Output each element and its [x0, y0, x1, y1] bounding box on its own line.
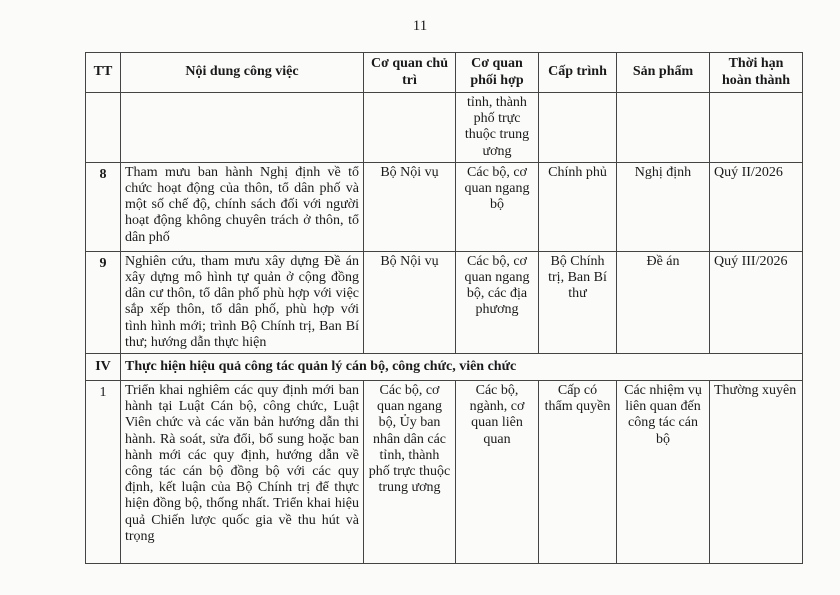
header-lead: Cơ quan chủ trì [364, 53, 456, 93]
cell-content: Tham mưu ban hành Nghị định về tổ chức hoạt động của thôn, tổ dân phố và một số chế độ, chính sách đối với người hoạt động không chuyên trách ở thôn, tổ dân phố [121, 162, 364, 251]
table-row [86, 381, 803, 564]
page-number: 11 [412, 18, 428, 34]
cell-lead: Bộ Nội vụ [364, 162, 456, 251]
cell-submit: Cấp có thẩm quyền [539, 381, 617, 564]
cell-deadline [710, 93, 803, 163]
cell-lead: Các bộ, cơ quan ngang bộ, Ủy ban nhân dân các tỉnh, thành phố trực thuộc trung ương [364, 381, 456, 564]
cell-product: Các nhiệm vụ liên quan đến công tác cán bộ [617, 381, 710, 564]
header-submit: Cấp trình [539, 53, 617, 93]
header-tt: TT [86, 53, 121, 93]
cell-submit [539, 93, 617, 163]
cell-submit: Chính phủ [539, 162, 617, 251]
table-row [86, 251, 803, 353]
header-product: Sản phẩm [617, 53, 710, 93]
cell-tt: 9 [86, 251, 121, 353]
cell-deadline: Thường xuyên [710, 381, 803, 564]
cell-tt: 8 [86, 162, 121, 251]
cell-content: Triển khai nghiêm các quy định mới ban hành tại Luật Cán bộ, công chức, Luật Viên chức và các văn bản hướng dẫn thi hành. Rà soát, sửa đổi, bổ sung hoặc ban hành mới các quy định, hướng dẫn về công tác cán bộ đồng bộ với các quy định, kết luận của Bộ Chính trị để thực hiện đồng bộ, thống nhất. Triển khai hiệu quả Chiến lược quốc gia về thu hút và trọng [121, 381, 364, 564]
cell-product [617, 93, 710, 163]
cell-deadline: Quý III/2026 [710, 251, 803, 353]
section-row [86, 354, 803, 381]
header-deadline: Thời hạn hoàn thành [710, 53, 803, 93]
table-header [86, 53, 803, 93]
cell-content: Nghiên cứu, tham mưu xây dựng Đề án xây dựng mô hình tự quản ở cộng đồng dân cư thôn, tổ dân phố phù hợp với việc sắp xếp thôn, tổ dân phố, phù hợp với tình hình mới; trình Bộ Chính trị, Ban Bí thư; hướng dẫn thực hiện [121, 251, 364, 353]
cell-submit: Bộ Chính trị, Ban Bí thư [539, 251, 617, 353]
section-number: IV [86, 354, 121, 381]
section-title: Thực hiện hiệu quả công tác quản lý cán bộ, công chức, viên chức [121, 354, 803, 381]
header-content: Nội dung công việc [121, 53, 364, 93]
cell-lead: Bộ Nội vụ [364, 251, 456, 353]
header-coord: Cơ quan phối hợp [456, 53, 539, 93]
cell-coord: Các bộ, ngành, cơ quan liên quan [456, 381, 539, 564]
table-row [86, 162, 803, 251]
cell-coord: Các bộ, cơ quan ngang bộ, các địa phương [456, 251, 539, 353]
table-row [86, 93, 803, 163]
cell-tt [86, 93, 121, 163]
cell-product: Nghị định [617, 162, 710, 251]
cell-coord: Các bộ, cơ quan ngang bộ [456, 162, 539, 251]
cell-coord: tỉnh, thành phố trực thuộc trung ương [456, 93, 539, 163]
task-table [85, 52, 803, 564]
cell-content [121, 93, 364, 163]
cell-lead [364, 93, 456, 163]
cell-product: Đề án [617, 251, 710, 353]
cell-tt: 1 [86, 381, 121, 564]
cell-deadline: Quý II/2026 [710, 162, 803, 251]
